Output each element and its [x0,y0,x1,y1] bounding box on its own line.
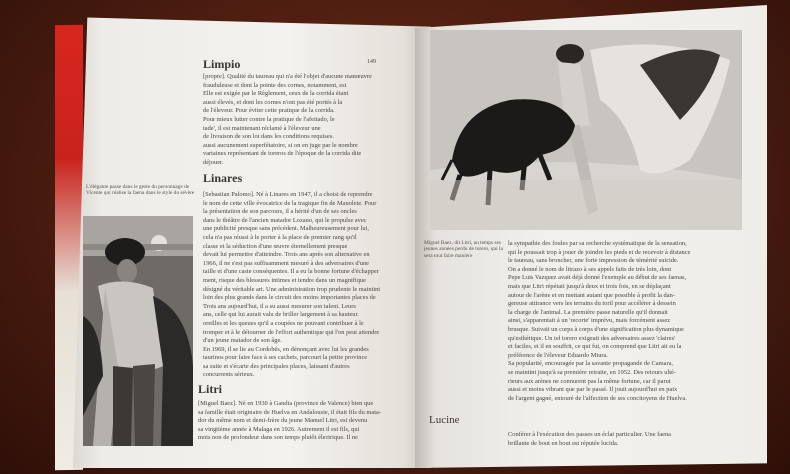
linares-line: 1966, il ne s'est pas suffisamment mesuré à des adversaires d'une [203,259,369,267]
linares-line: taurinos pour faire face à ses cachets, parcourt la petite province [203,354,368,362]
linares-line: classe et la séduction d'une œuvre éternellement presque [203,242,348,250]
right-line: préférence de l'éleveur Eduardo Miura. [508,351,608,359]
torero-figure-image [83,216,193,446]
linares-line: dans le théâtre de l'ancien matador Lozano, qui le propulse avec [203,216,367,224]
right-line: de l'argent gagné, entouré de l'affection de ses concitoyens de Huelva. [508,394,687,402]
linares-line: taille et d'une caste conséquentes. Il a eu la bonne fortune d'échapper [203,268,379,276]
limpio-line: vartaines représentant de toreros de l'époque de la corrida dite [203,150,362,158]
linares-line: d'un jeune matador de son âge. [203,337,282,345]
linares-text [203,191,408,380]
right-line: mais que Litri répétait jusqu'à deux et trois fois, en se déplaçant [508,282,671,290]
lucine-line: brillante de bout en bout est réputée lucida. [508,439,619,447]
linares-line: cela n'a pas réussi à le porter à la place de premier rang qu'il [203,233,357,241]
linares-line: tromper et à le détourner de l'effort authentique qui l'on peut attendre [203,328,380,336]
linares-line: [Sebastian Palomo]. Né à Linares en 1947, il a choisi de reprendre [203,191,373,198]
lucine-text [508,431,743,448]
litri-line: sa vingtième année à Malaga en 1926. Autrement il est fils, qui [198,425,360,433]
limpio-line: déjouer. [203,158,224,166]
photo-caption-left: L'élégante passe dans le geste du personnage de Vicente qui réalise la faena dans le style du sévère [86,184,195,197]
linares-line: ans, celle qui lui aurait valu de briller largement à sa hauteur. [203,311,359,319]
limpio-text [203,73,408,168]
right-line: qu'esthétique. Un tel torero exigeait des adversaires assez 'claires' [508,334,676,342]
limpio-line: aussi aucunement superfétatoire, si on en juge par le nombre [203,141,358,149]
litri-text [198,400,408,443]
limpio-line: [propre]. Qualité du taureau qui n'a été l'objet d'aucune manœuvre [203,73,372,80]
linares-line: le nom de cette ville évocatrice de la tragique fin de Manolete. Pour [203,199,377,207]
right-line: se maintint jusqu'à sa première retraite, en 1952. Des retours ulté- [508,368,676,376]
bullfight-image [430,30,742,230]
right-line: rieurs aux arènes ne connurent pas la même fortune, car il parut [508,377,671,385]
limpio-line: Pour mieux lutter contre la pratique de l'afeitado, le [203,115,335,123]
right-line: gereuse attirance vers les terrains du toril pour accélérer à dessein [508,300,676,308]
heading-limpio: Limpio [203,57,241,71]
limpio-line: de l'éleveur. Pour éviter cette pratique de la corrida. [203,107,335,115]
right-line: Sa popularité, encouragée par la savante propagande de Camara, [508,360,674,368]
linares-line: Trois ans aujourd'hui, il a su aussi mesurer son talent. Leurs [203,302,356,310]
litri-line: dor du même nom et demi-frère du jeune Manuel Litri, est devenu [198,417,368,425]
limpio-line: de livraison de son lot dans les conditions requises. [203,133,334,141]
right-page-text [508,240,743,403]
limpio-line: tade', il est maintenant réclamé à l'éleveur une [203,124,321,132]
heading-linares: Linares [203,171,243,185]
linares-line: désigné du véritable art. Une administration trop prudente le maintint [203,285,381,293]
page-number: 149 [367,59,376,65]
limpio-line: Elle est exigée par le Règlement, ceux de la corrida étant [203,90,349,98]
right-line: et faciles, et il en souffrit, ce qui fut, on comprend que Litri ait eu la [508,343,682,351]
linares-line: concurrents sérieux. [203,371,255,379]
heading-litri: Litri [198,382,222,396]
right-line: brusque. Suivait un corps à corps d'une signification plus dynamique [508,325,684,333]
right-line: qui le poussait trop à jouer de joindre les pieds et de recevoir à distance [508,248,691,256]
torero-photo-left [83,216,193,446]
litri-line: sa famille était originaire de Huelva en Andalousie, il était fils du mata- [198,408,381,416]
limpio-line: aussi élevés, et dont les cornes n'ont pas été portés à la [203,98,343,106]
right-line: la sympathie des foules par sa recherche systématique de la sensation, [508,240,687,247]
linares-line: En 1969, il se lie au Cordobés, en dénonçant avec lui les grandes [203,345,369,353]
photo-caption-right: Miguel Baez, dit Litri, au temps ses jeunes années perdu de torero, qui la sera tout faire manière [424,240,503,259]
right-line: la charge de l'animal. La première passe naturelle qu'il donnait [508,308,668,316]
linares-line: sa suite et s'écarte des principales places, laissant d'autres [203,362,350,370]
right-line: On a donné le nom de litrazo à ses appels faits de très loin, dont [508,265,672,273]
linares-line: loin des plus grands dans le circuit des moins importantes places de [203,294,376,302]
heading-lucine: Lucine [429,414,460,426]
litri-line: mois non de profondeur dans son temps plutôt électrique. Il ne [198,434,358,442]
right-line: Pepe Luis Vazquez avait déjà donné l'exemple au début de ses faenas, [508,274,687,282]
litri-line: [Miguel Baez]. Né en 1930 à Gandia (province de Valence) bien que [198,400,374,407]
linares-line: la présentation de son parcours, il a hérité d'un de ses oncles [203,208,357,216]
linares-line: une publicité presque sans précédent. Malheureusement pour lui, [203,225,369,233]
linares-line: devait lui permettre d'atteindre. Trois ans après son alternative en [203,251,370,259]
linares-line: oreilles et les queues qu'il a coupées ne pouvant contribuer à le [203,319,364,327]
lucine-line: Conférer à l'exécution des passes un éclat particulier. Une faena [508,431,671,438]
right-line: autour de l'arène et en mettant autant que possible à profit la dan- [508,291,675,299]
bullfight-photo [430,30,742,230]
right-line: le taureau, sans broncher, une forte impression de témérité suicide. [508,257,679,265]
linares-line: ment, risque des blessures intimes et tendre dans un magnifique [203,276,366,284]
right-line: aussi et moins vibrant que par le passé. Il jouit aujourd'hui en paix [508,386,678,394]
right-line: ainsi, s'apparentait à un 'recorte' imprévu, mais forcément assez [508,317,671,325]
limpio-line: frauduleuse et dont la pointe des cornes, notamment, est [203,81,347,89]
